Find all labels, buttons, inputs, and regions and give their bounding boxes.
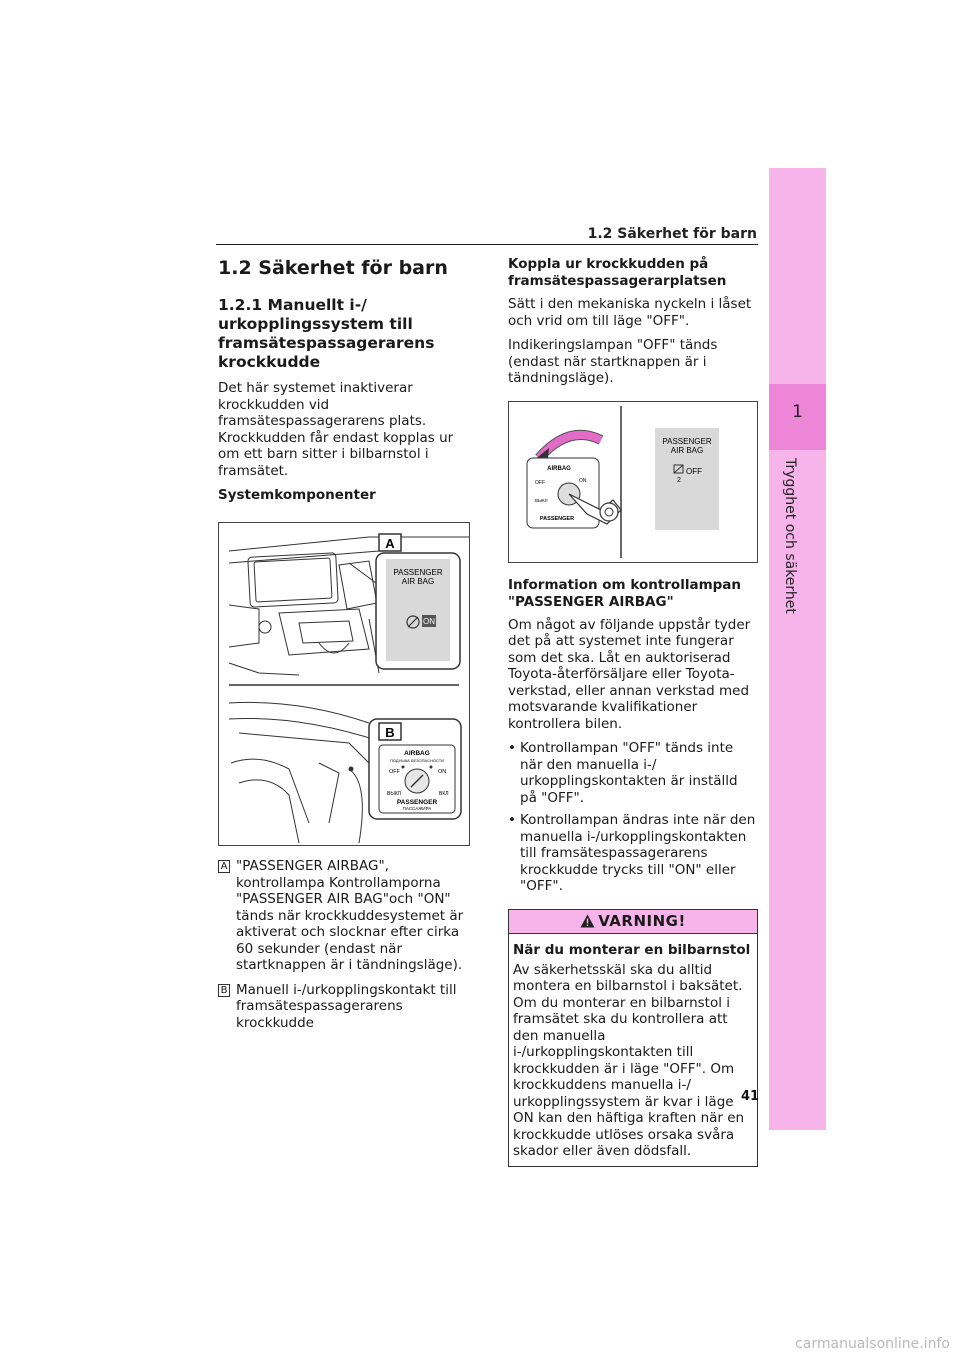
warning-text: Av säkerhetsskäl ska du alltid montera en bilbarnstol i baksätet. Om du monterar en bilbarnstol i framsätet ska du kontrollera att den manuella i-/urkopplingskontakten till krockkudden är i läge "OFF". Om krockkuddens manuella i-/ urkopplingssystem är kvar i läge ON kan den häftiga kraften när en krockkudde utlöses orsaka svåra skador eller även dödsfall. bbox=[513, 961, 745, 1159]
disconnect-step-1: Sätt i den mekaniska nyckeln i låset och vrid om till läge "OFF". bbox=[508, 296, 752, 329]
warning-body bbox=[509, 934, 760, 1166]
callout-a: A bbox=[385, 536, 395, 551]
chapter-label: Trygghet och säkerhet bbox=[782, 458, 798, 614]
item-b-text: Manuell i-/urkopplingskontakt till framsätespassagerarens krockkudde bbox=[236, 981, 457, 1031]
watermark: carmanualsonline.info bbox=[795, 1336, 950, 1352]
left-column bbox=[218, 256, 470, 1039]
list-item: • Kontrollampan "OFF" tänds inte när den manuella i-/ urkopplingskontakten är inställd på "OFF". bbox=[508, 740, 758, 806]
disconnect-step-2: Indikeringslampan "OFF" tänds (endast när startknappen är i tändningsläge). bbox=[508, 337, 718, 386]
switch-vykl-text: ВЫКЛ bbox=[387, 791, 401, 797]
item-b bbox=[218, 982, 470, 1032]
fig2-switch-on: ON bbox=[579, 477, 587, 484]
section-title: 1.2 Säkerhet för barn bbox=[218, 257, 448, 279]
switch-off-text: OFF bbox=[389, 769, 400, 775]
switch-vkl-text: ВКЛ bbox=[439, 791, 449, 797]
right-column bbox=[508, 256, 758, 1167]
switch-russian-top: ПОДУШКА БЕЗОПАСНОСТИ bbox=[389, 758, 445, 763]
chapter-number: 1 bbox=[792, 402, 803, 422]
disconnect-heading: Koppla ur krockkudden på framsätespassagerarplatsen bbox=[508, 256, 727, 289]
fig2-switch-airbag: AIRBAG bbox=[547, 465, 571, 472]
intro-paragraph: Det här systemet inaktiverar krockkudden vid framsätespassagerarens plats. Krockkudden får endast kopplas ur om ett barn sitter i bilbarnstol i framsätet. bbox=[218, 380, 454, 479]
info-paragraph: Om något av följande uppstår tyder det på att systemet inte fungerar som det ska. Låt en auktoriserad Toyota-återförsäljare eller Toyota-verkstad, eller annan verkstad med motsvarande kvalifikationer kontrollera bilen. bbox=[508, 616, 751, 732]
warning-subheading: När du monterar en bilbarnstol bbox=[513, 941, 751, 958]
panel-on-text: ON bbox=[423, 617, 435, 626]
page-number: 41 bbox=[741, 1089, 760, 1104]
subsection-title: 1.2.1 Manuellt i-/ urkopplingssystem till framsätespassagerarens krockkudde bbox=[218, 296, 435, 371]
panel-passenger-text: PASSENGER bbox=[393, 568, 443, 577]
warning-box bbox=[508, 909, 758, 1167]
panel-airbag-text: AIR BAG bbox=[401, 577, 435, 586]
callout-b: B bbox=[385, 725, 395, 740]
header-rule bbox=[216, 244, 758, 245]
warning-triangle-icon bbox=[580, 914, 595, 928]
key-switch-illustration bbox=[509, 402, 757, 562]
info-bullets bbox=[508, 740, 758, 895]
key-switch-figure bbox=[508, 401, 758, 563]
system-components-figure bbox=[218, 522, 470, 846]
components-heading: Systemkomponenter bbox=[218, 487, 376, 503]
warning-title: VARNING! bbox=[598, 911, 686, 930]
list-item: • Kontrollampan ändras inte när den manuella i-/urkopplingskontakten till framsätespassagerarens krockkudde trycks till "ON" eller "OFF". bbox=[508, 812, 758, 895]
item-a bbox=[218, 858, 470, 974]
switch-airbag-text: AIRBAG bbox=[404, 750, 430, 757]
switch-passenger-text: PASSENGER bbox=[396, 799, 438, 806]
svg-text:2: 2 bbox=[677, 476, 681, 484]
fig2-off-indicator: OFF bbox=[686, 466, 702, 476]
item-a-text: "PASSENGER AIRBAG", kontrollampa Kontrollamporna "PASSENGER AIR BAG"och "ON" tänds när krockkuddesystemet är aktiverat och slocknar efter cirka 60 sekunder (endast när startknappen är i tändningsläge). bbox=[236, 858, 464, 973]
running-header: 1.2 Säkerhet för barn bbox=[587, 226, 757, 242]
fig2-airbag-text: AIR BAG bbox=[670, 445, 704, 455]
system-components-illustration bbox=[219, 523, 469, 845]
item-b-letter: B bbox=[218, 984, 230, 997]
item-a-letter: A bbox=[218, 860, 230, 873]
chapter-side-tab bbox=[769, 168, 826, 1130]
fig2-switch-vykl: ВЫКЛ bbox=[535, 497, 548, 503]
fig2-passenger-text: PASSENGER bbox=[662, 436, 712, 446]
switch-russian-bottom: ПАССАЖИРА bbox=[402, 806, 432, 811]
switch-on-text: ON bbox=[438, 769, 447, 775]
info-heading: Information om kontrollampan "PASSENGER AIRBAG" bbox=[508, 576, 742, 610]
warning-header bbox=[509, 910, 757, 934]
fig2-switch-passenger: PASSENGER bbox=[539, 515, 575, 522]
fig2-switch-off: OFF bbox=[535, 479, 545, 486]
